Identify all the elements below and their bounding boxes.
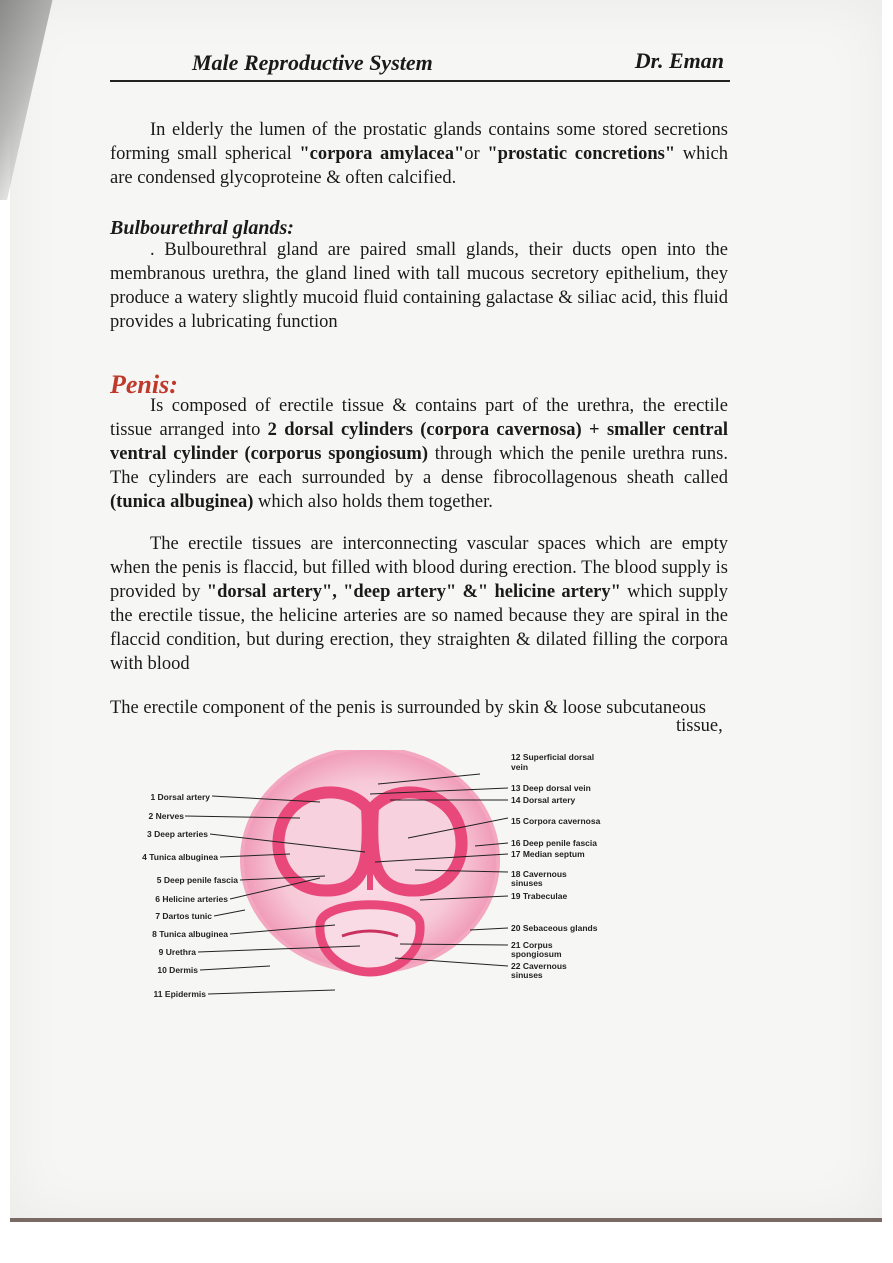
label-4: 4 Tunica albuginea	[142, 852, 218, 862]
bulbourethral-heading: Bulbourethral glands:	[110, 217, 294, 239]
label-17: 17 Median septum	[511, 849, 585, 859]
penis-p3-text: The erectile component of the penis is surrounded by skin & loose subcutaneous	[110, 698, 706, 718]
bulbourethral-paragraph	[110, 238, 728, 334]
label-21-cont: spongiosum	[511, 949, 562, 959]
intro-term-corpora-amylacea: "corpora amylacea"	[299, 144, 465, 164]
label-7: 7 Dartos tunic	[155, 911, 212, 921]
right-labels	[511, 752, 601, 980]
corpus-spongiosum	[320, 905, 420, 972]
label-9: 9 Urethra	[158, 947, 196, 957]
penis-paragraph-2	[110, 532, 728, 676]
label-11: 11 Epidermis	[153, 989, 206, 999]
penis-paragraph-3	[110, 696, 728, 720]
label-22: 22 Cavernous	[511, 961, 567, 971]
label-5: 5 Deep penile fascia	[156, 875, 238, 885]
label-21: 21 Corpus	[511, 940, 553, 950]
penis-p1-tunica: (tunica albuginea)	[110, 492, 254, 512]
label-12-cont: vein	[511, 762, 529, 772]
label-19: 19 Trabeculae	[511, 891, 568, 901]
label-12: 12 Superficial dorsal	[511, 752, 595, 762]
label-13: 13 Deep dorsal vein	[511, 783, 591, 793]
label-2: 2 Nerves	[148, 811, 184, 821]
intro-term-prostatic-concretions: "prostatic concretions"	[487, 144, 676, 164]
penis-p1-cylinders: 2 dorsal cylinders (corpora cavernosa) + smaller central ventral cylinder (corporus spongiosum)	[110, 420, 728, 464]
label-15: 15 Corpora cavernosa	[511, 816, 601, 826]
intro-text-end: which are condensed glycoproteine & often calcified.	[110, 144, 728, 188]
label-10: 10 Dermis	[157, 965, 198, 975]
intro-text-start: In elderly the lumen of the prostatic glands contains some stored secretions forming small spherical	[110, 120, 728, 164]
header-title: Male Reproductive System	[192, 50, 433, 75]
penis-heading: Penis:	[110, 370, 178, 399]
page-header	[110, 46, 730, 82]
penis-p1-text-c: through which the penile urethra runs. The cylinders are each surrounded by a dense fibrocollagenous sheath called	[110, 444, 728, 488]
penis-cross-section-figure	[130, 750, 630, 1010]
label-1: 1 Dorsal artery	[150, 792, 210, 802]
penis-p1-text-a: Is composed of erectile tissue & contains part of the urethra, the erectile tissue arranged into	[110, 396, 728, 440]
label-16: 16 Deep penile fascia	[511, 838, 597, 848]
header-author: Dr. Eman	[634, 48, 724, 73]
penis-p2-arteries: "dorsal artery", "deep artery" &" helicine artery"	[206, 582, 621, 602]
label-14: 14 Dorsal artery	[511, 795, 576, 805]
label-6: 6 Helicine arteries	[155, 894, 228, 904]
intro-paragraph	[110, 118, 728, 190]
bulbourethral-text: . Bulbourethral gland are paired small glands, their ducts open into the membranous urethra, the gland lined with tall mucous secretory epithelium, they produce a watery slightly mucoid fluid containing galactase & siliac acid, this fluid provides a lubricating function	[110, 240, 728, 332]
penis-p2-text-a: The erectile tissues are interconnecting vascular spaces which are empty when the penis is flaccid, but filled with blood during erection. The blood supply is provided by	[110, 534, 728, 602]
label-22-cont: sinuses	[511, 970, 543, 980]
label-18: 18 Cavernous	[511, 869, 567, 879]
intro-text-or: or	[464, 144, 488, 164]
penis-p2-text-c: which supply the erectile tissue, the helicine arteries are so named because they are spiral in the flaccid condition, but during erection, they straighten & dilated filling the corpora with blood	[110, 582, 728, 674]
label-18-cont: sinuses	[511, 878, 543, 888]
label-8: 8 Tunica albuginea	[152, 929, 228, 939]
penis-paragraph-1	[110, 394, 728, 514]
penis-p1-text-e: which also holds them together.	[253, 492, 493, 512]
right-corpus-cavernosum	[372, 792, 461, 890]
page-bottom-edge	[10, 1218, 882, 1222]
label-20: 20 Sebaceous glands	[511, 923, 598, 933]
label-3: 3 Deep arteries	[147, 829, 208, 839]
penis-p3-end-word: tissue,	[676, 716, 723, 736]
left-labels	[142, 792, 238, 999]
